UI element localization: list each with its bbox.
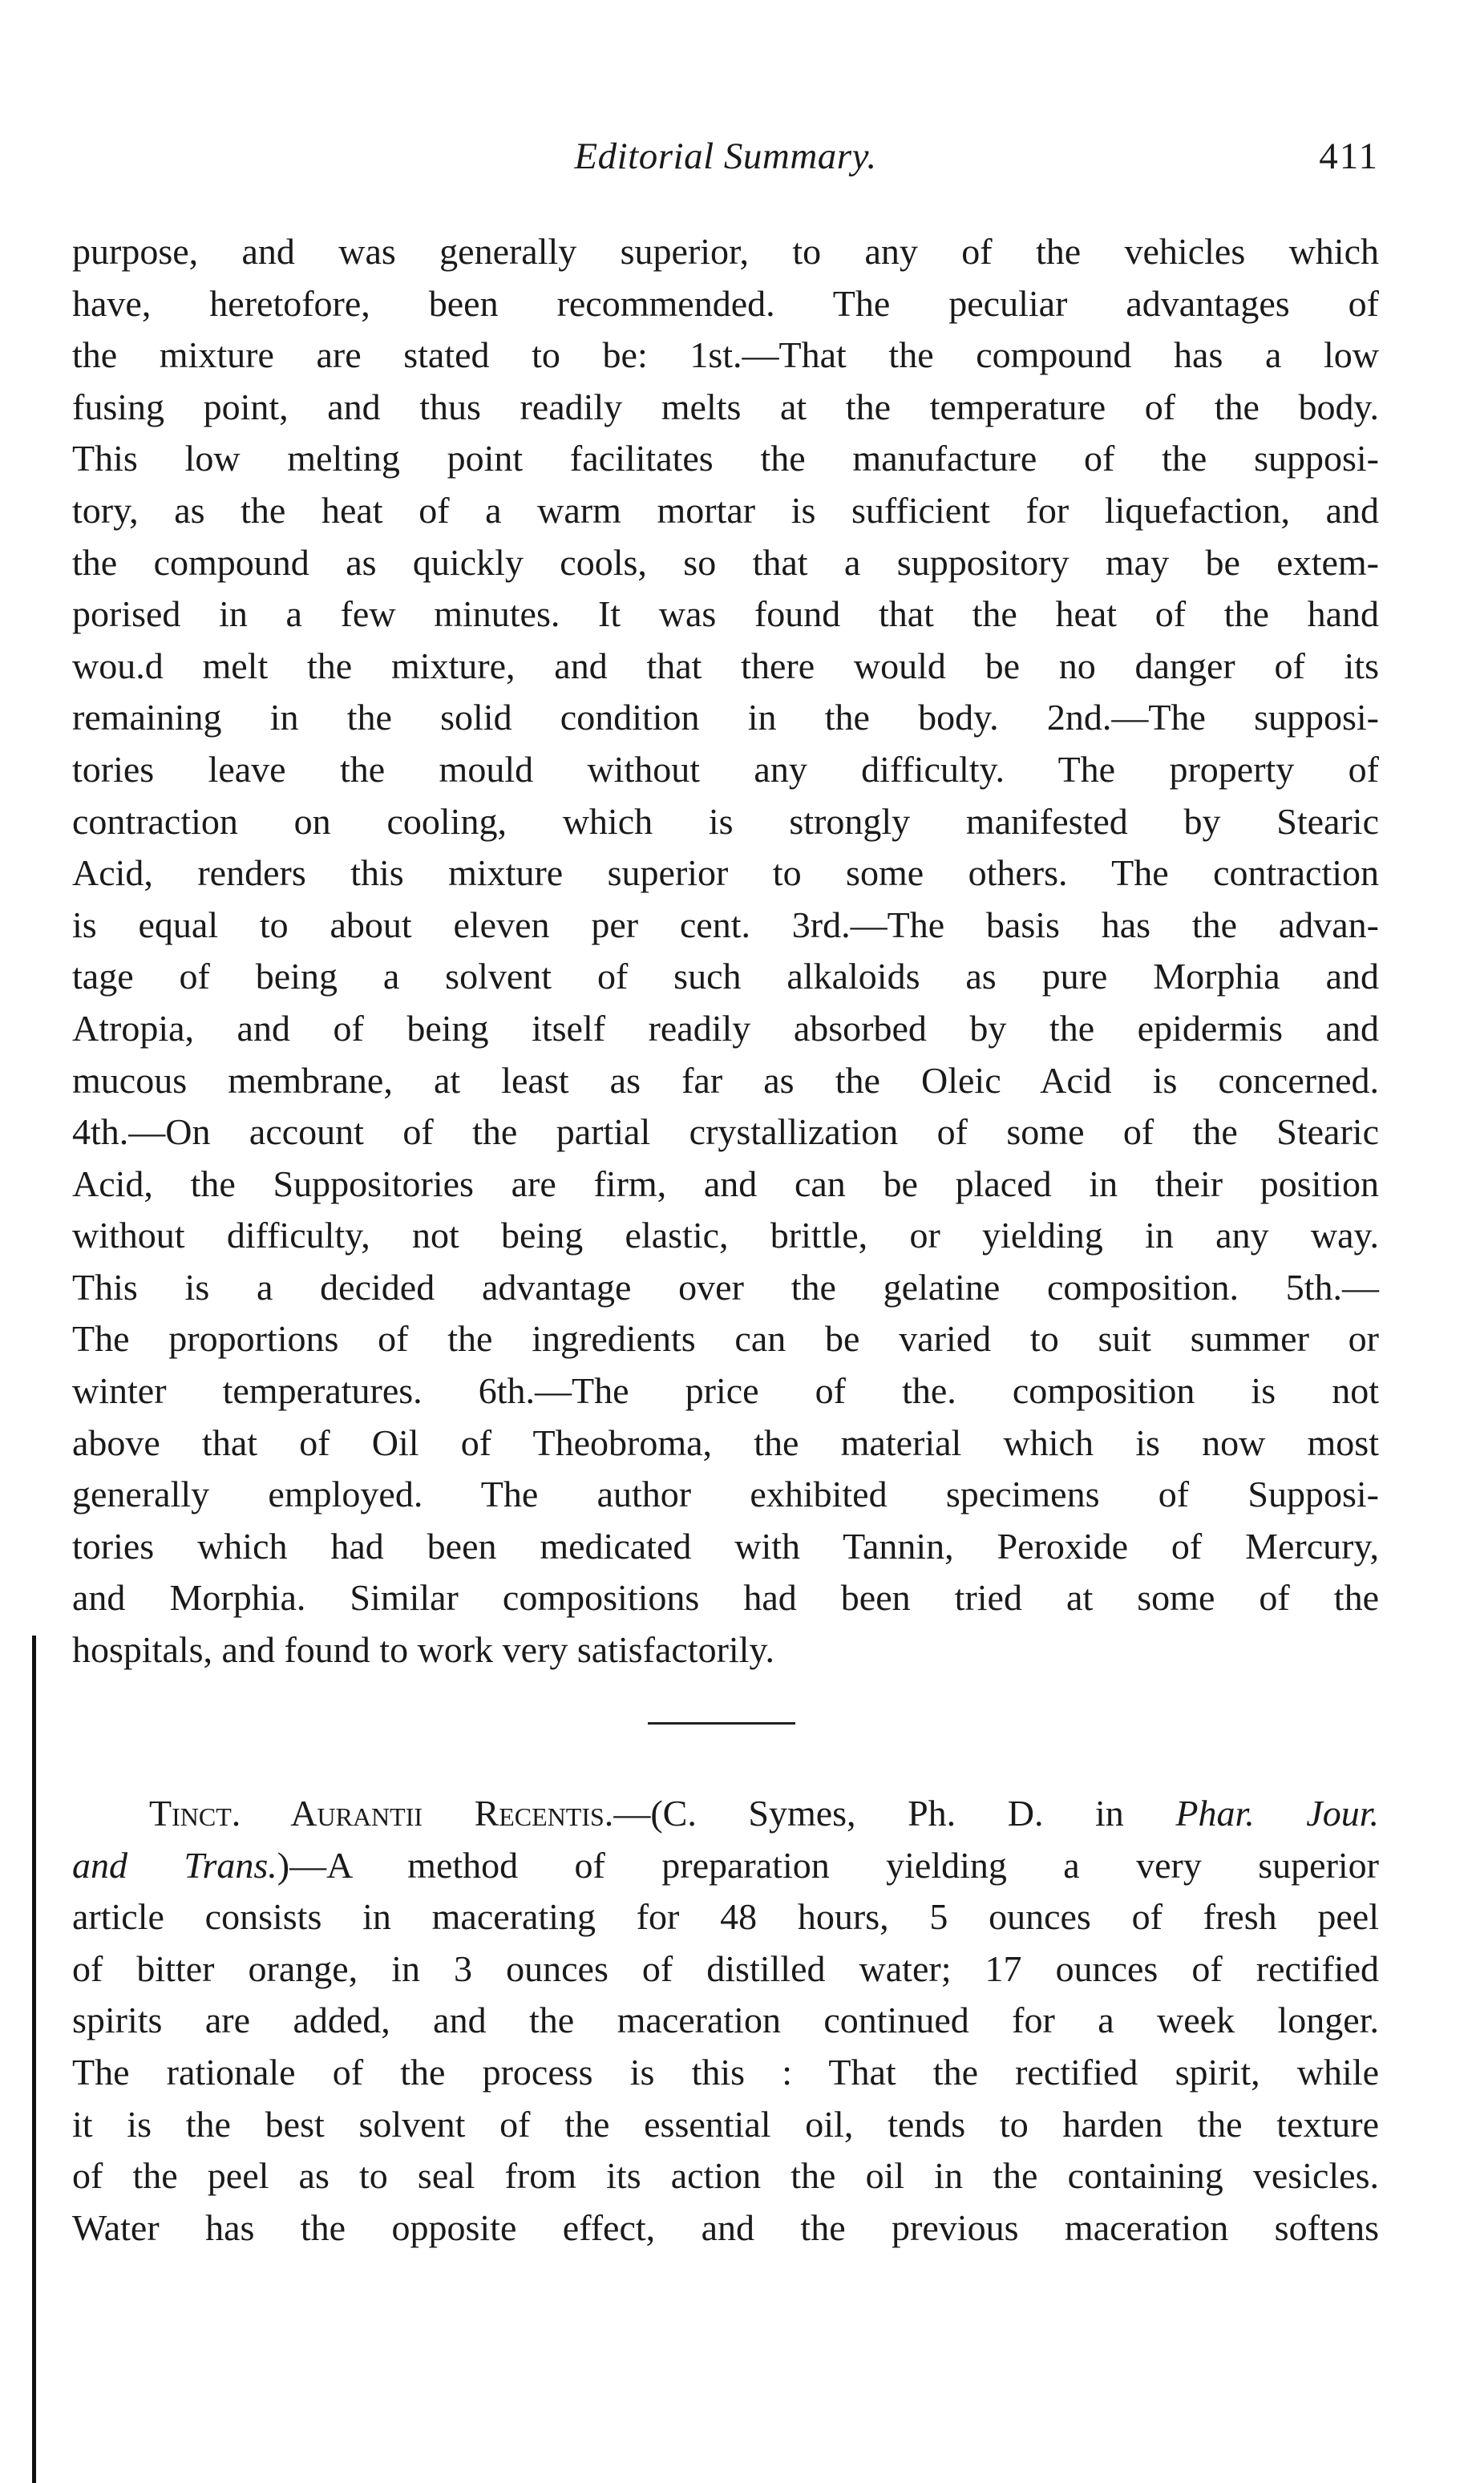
running-head xyxy=(72,135,1379,199)
section-divider xyxy=(648,1722,795,1725)
text-line: tage of being a solvent of such alkaloids as pure Morphia and xyxy=(72,956,1379,997)
text-line xyxy=(72,1788,1379,1840)
text-line: generally employed. The author exhibited specimens of Supposi- xyxy=(72,1474,1379,1515)
text-line: tories which had been medicated with Tannin, Peroxide of Mercury, xyxy=(72,1525,1379,1567)
text-line: This low melting point facilitates the manufacture of the supposi- xyxy=(72,438,1379,479)
text-line: The proportions of the ingredients can be varied to suit summer or xyxy=(72,1318,1379,1360)
text-line: spirits are added, and the maceration continued for a week longer. xyxy=(72,2000,1379,2041)
text-line: Acid, the Suppositories are firm, and can be placed in their position xyxy=(72,1163,1379,1204)
text-line: it is the best solvent of the essential oil, tends to harden the texture xyxy=(72,2103,1379,2145)
text-line: and Morphia. Similar compositions had been tried at some of the xyxy=(72,1577,1379,1619)
text-line: tories leave the mould without any difficulty. The property of xyxy=(72,748,1379,790)
paragraph-tinct-aurantii xyxy=(72,1788,1379,2254)
running-title: Editorial Summary. xyxy=(574,135,877,177)
text-line: Atropia, and of being itself readily absorbed by the epidermis and xyxy=(72,1007,1379,1049)
text-line: winter temperatures. 6th.—The price of the. composition is not xyxy=(72,1370,1379,1412)
text-line: porised in a few minutes. It was found that the heat of the hand xyxy=(72,593,1379,635)
text-line: is equal to about eleven per cent. 3rd.—The basis has the advan- xyxy=(72,904,1379,945)
section-heading: Tinct. Aurantii Recentis. xyxy=(149,1793,614,1834)
left-margin-rule xyxy=(32,1636,36,2483)
source-suffix: )—A method of preparation yielding a very superior xyxy=(277,1844,1379,1886)
text-line: 4th.—On account of the partial crystallization of some of the Stearic xyxy=(72,1111,1379,1153)
text-line: wou.d melt the mixture, and that there would be no danger of its xyxy=(72,645,1379,686)
text-line: The rationale of the process is this : That the rectified spirit, while xyxy=(72,2051,1379,2093)
text-line: have, heretofore, been recommended. The peculiar advantages of xyxy=(72,282,1379,324)
text-line: of the peel as to seal from its action the oil in the containing vesicles. xyxy=(72,2155,1379,2197)
text-line: purpose, and was generally superior, to any of the vehicles which xyxy=(72,231,1379,272)
text-line: remaining in the solid condition in the body. 2nd.—The supposi- xyxy=(72,697,1379,738)
text-line: Water has the opposite effect, and the previous maceration softens xyxy=(72,2206,1379,2248)
journal-title-cont: and Trans. xyxy=(72,1844,277,1886)
source-prefix: —(C. Symes, Ph. D. in xyxy=(613,1793,1176,1834)
text-line: Acid, renders this mixture superior to some others. The contraction xyxy=(72,852,1379,894)
text-line: fusing point, and thus readily melts at the temperature of the body. xyxy=(72,386,1379,427)
page-number: 411 xyxy=(1319,135,1379,177)
text-line: hospitals, and found to work very satisfactorily. xyxy=(72,1629,774,1671)
text-line: This is a decided advantage over the gelatine composition. 5th.— xyxy=(72,1266,1379,1308)
journal-title: Phar. Jour. xyxy=(1175,1793,1380,1834)
text-line: above that of Oil of Theobroma, the material which is now most xyxy=(72,1421,1379,1463)
text-line xyxy=(72,1840,1379,1892)
text-line: tory, as the heat of a warm mortar is sufficient for liquefaction, and xyxy=(72,489,1379,531)
text-line: the compound as quickly cools, so that a suppository may be extem- xyxy=(72,541,1379,583)
text-line: article consists in macerating for 48 hours, 5 ounces of fresh peel xyxy=(72,1896,1379,1938)
text-line: of bitter orange, in 3 ounces of distilled water; 17 ounces of rectified xyxy=(72,1947,1379,1989)
text-line: contraction on cooling, which is strongly manifested by Stearic xyxy=(72,800,1379,842)
text-line: without difficulty, not being elastic, brittle, or yielding in any way. xyxy=(72,1215,1379,1256)
paragraph-suppositories xyxy=(72,226,1379,1676)
text-line: the mixture are stated to be: 1st.—That the compound has a low xyxy=(72,334,1379,376)
text-line: mucous membrane, at least as far as the Oleic Acid is concerned. xyxy=(72,1059,1379,1101)
